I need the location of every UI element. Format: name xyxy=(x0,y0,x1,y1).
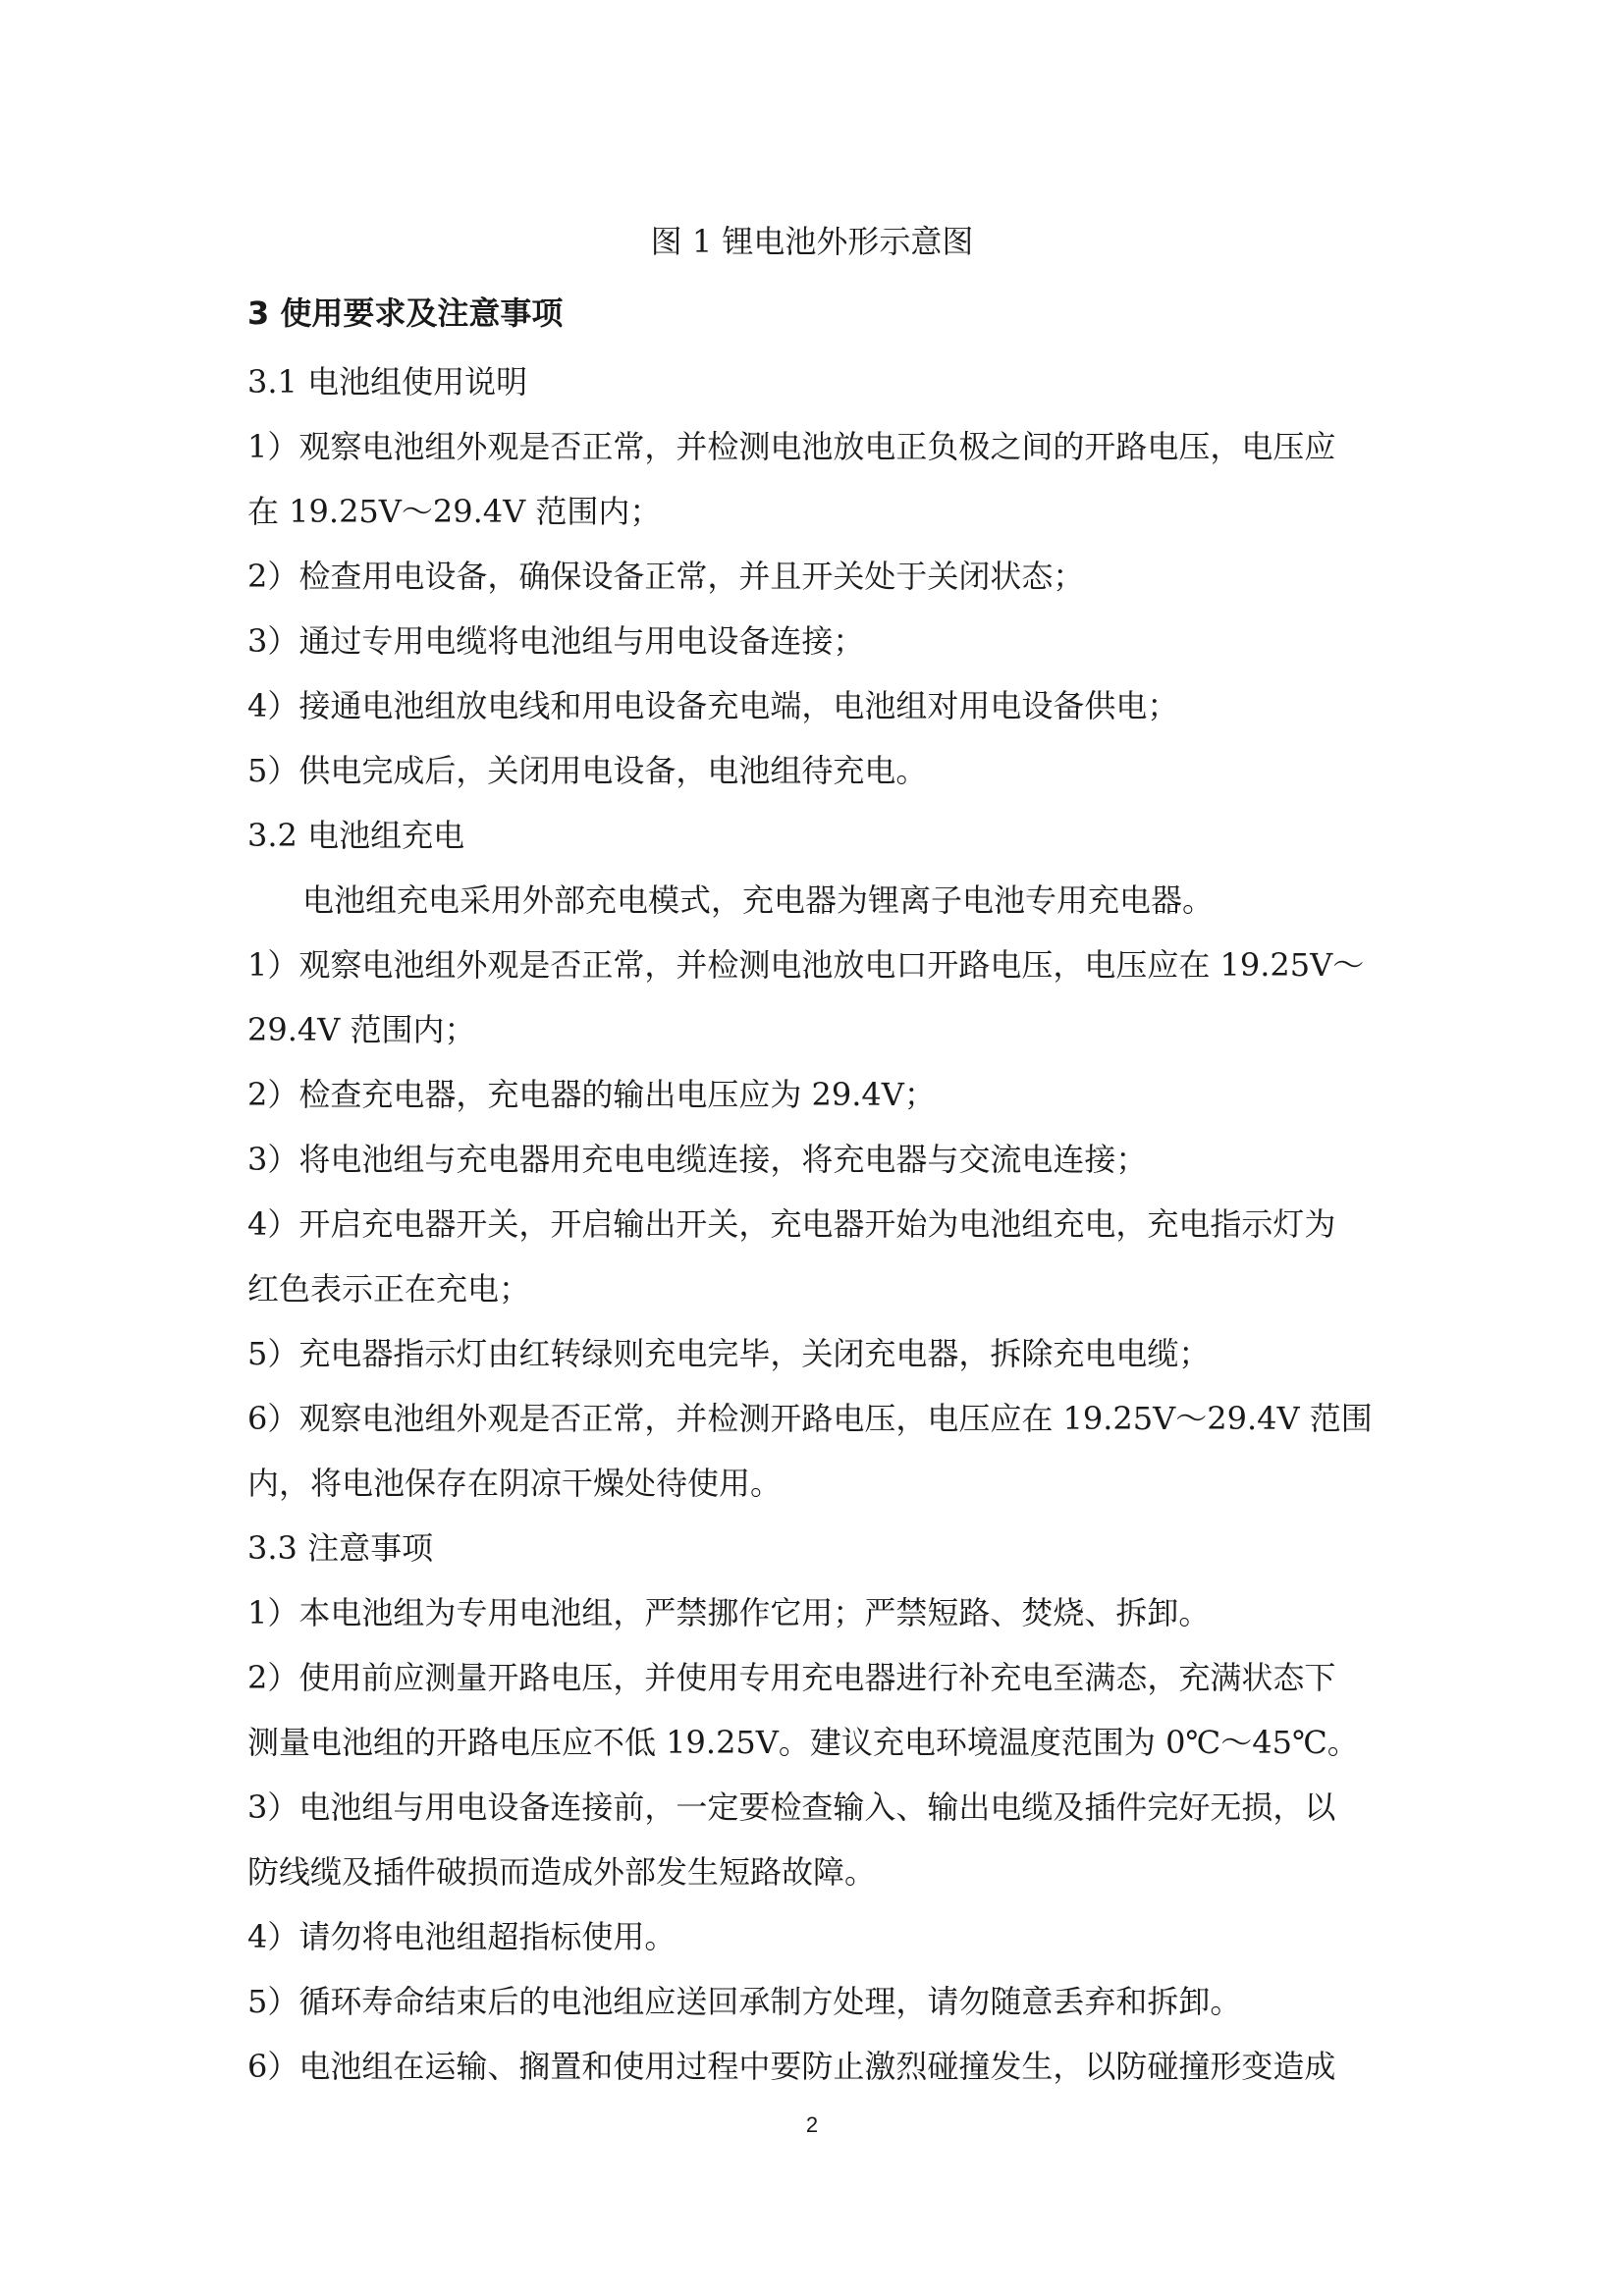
paragraph-line: 4）请勿将电池组超指标使用。 xyxy=(247,1918,677,1955)
page-number: 2 xyxy=(805,2112,819,2137)
paragraph-line: 2）检查用电设备，确保设备正常，并且开关处于关闭状态； xyxy=(247,558,1085,595)
paragraph-line: 6）观察电池组外观是否正常，并检测开路电压，电压应在 19.25V～29.4V 范围 xyxy=(247,1400,1373,1437)
paragraph-line: 2）检查充电器，充电器的输出电压应为 29.4V； xyxy=(247,1076,936,1113)
paragraph-line: 3）电池组与用电设备连接前，一定要检查输入、输出电缆及插件完好无损，以 xyxy=(247,1789,1336,1826)
paragraph-line: 内，将电池保存在阴凉干燥处待使用。 xyxy=(247,1465,783,1502)
paragraph-line: 测量电池组的开路电压应不低 19.25V。建议充电环境温度范围为 0℃～45℃。 xyxy=(247,1724,1359,1761)
paragraph-line: 防线缆及插件破损而造成外部发生短路故障。 xyxy=(247,1853,877,1891)
paragraph-line: 5）供电完成后，关闭用电设备，电池组待充电。 xyxy=(247,752,928,789)
paragraph-line: 4）接通电池组放电线和用电设备充电端，电池组对用电设备供电； xyxy=(247,687,1179,724)
subsection-title-3-3: 3.3 注意事项 xyxy=(247,1529,434,1567)
section-title: 3 使用要求及注意事项 xyxy=(247,294,564,332)
paragraph-line: 红色表示正在充电； xyxy=(247,1270,531,1308)
subsection-title-3-2: 3.2 电池组充电 xyxy=(247,817,465,854)
paragraph-line: 1）观察电池组外观是否正常，并检测电池放电口开路电压，电压应在 19.25V～ xyxy=(247,946,1365,984)
paragraph-line: 5）充电器指示灯由红转绿则充电完毕，关闭充电器，拆除充电电缆； xyxy=(247,1335,1211,1372)
figure-caption: 图 1 锂电池外形示意图 xyxy=(650,223,974,260)
paragraph-line: 3）通过专用电缆将电池组与用电设备连接； xyxy=(247,622,865,660)
paragraph-line: 在 19.25V～29.4V 范围内； xyxy=(247,493,662,530)
paragraph-line: 1）观察电池组外观是否正常，并检测电池放电正负极之间的开路电压，电压应 xyxy=(247,428,1336,465)
paragraph-line: 29.4V 范围内； xyxy=(247,1011,476,1048)
paragraph-intro: 电池组充电采用外部充电模式，充电器为锂离子电池专用充电器。 xyxy=(302,881,1215,919)
subsection-title-3-1: 3.1 电池组使用说明 xyxy=(247,363,528,400)
paragraph-line: 3）将电池组与充电器用充电电缆连接，将充电器与交流电连接； xyxy=(247,1141,1148,1178)
paragraph-line: 5）循环寿命结束后的电池组应送回承制方处理，请勿随意丢弃和拆卸。 xyxy=(247,1983,1242,2020)
paragraph-line: 6）电池组在运输、搁置和使用过程中要防止激烈碰撞发生，以防碰撞形变造成 xyxy=(247,2048,1336,2085)
paragraph-line: 2）使用前应测量开路电压，并使用专用充电器进行补充电至满态，充满状态下 xyxy=(247,1659,1336,1696)
paragraph-line: 1）本电池组为专用电池组，严禁挪作它用；严禁短路、焚烧、拆卸。 xyxy=(247,1594,1211,1631)
paragraph-line: 4）开启充电器开关，开启输出开关，充电器开始为电池组充电，充电指示灯为 xyxy=(247,1205,1336,1243)
